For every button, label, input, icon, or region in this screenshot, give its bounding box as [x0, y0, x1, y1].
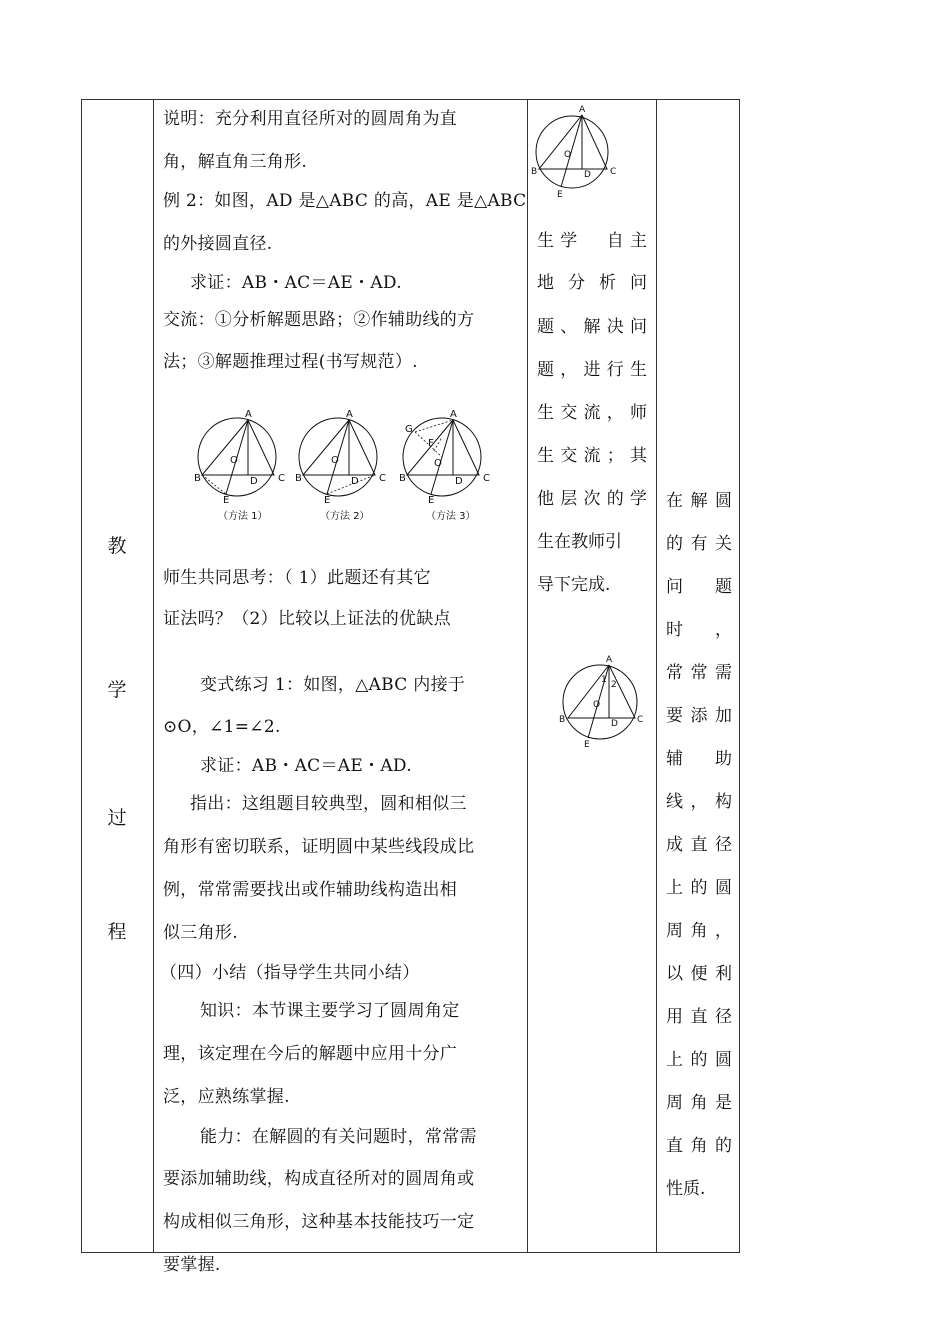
- text-line: 例 2：如图，AD 是△ABC 的高，AE 是△ABC: [163, 191, 527, 211]
- svg-text:E: E: [324, 495, 331, 506]
- text-line: 求证：AB・AC＝AE・AD.: [190, 273, 402, 293]
- text-line: 构成相似三角形，这种基本技能技巧一定: [163, 1212, 475, 1232]
- svg-text:C: C: [637, 715, 644, 725]
- text-line: 上的圆: [666, 1050, 732, 1070]
- text-line: 知识：本节课主要学习了圆周角定: [200, 1001, 460, 1021]
- text-line: 问 题: [666, 577, 732, 597]
- svg-text:（方法 1）: （方法 1）: [218, 511, 268, 522]
- svg-text:C: C: [278, 473, 285, 484]
- text-line: 要添加: [666, 706, 732, 726]
- svg-text:A: A: [606, 655, 613, 665]
- svg-text:B: B: [531, 167, 538, 177]
- svg-text:F: F: [428, 438, 434, 449]
- text-line: 证法吗？（2）比较以上证法的优缺点: [163, 609, 451, 629]
- svg-text:E: E: [557, 190, 563, 200]
- svg-text:O: O: [564, 150, 572, 160]
- text-line: 求证：AB・AC＝AE・AD.: [200, 756, 412, 776]
- section-label-column: [81, 99, 153, 1253]
- text-line: 的有关: [666, 534, 732, 554]
- text-line: 指出：这组题目较典型，圆和相似三: [190, 794, 467, 814]
- text-line: 要掌握.: [163, 1255, 221, 1275]
- svg-text:C: C: [483, 473, 490, 484]
- figure-method-3: [399, 409, 490, 522]
- text-line: （四）小结（指导学生共同小结）: [160, 963, 420, 983]
- text-line: 上的圆: [666, 878, 732, 898]
- svg-text:E: E: [428, 495, 435, 506]
- column-divider: [527, 99, 528, 1253]
- svg-text:O: O: [593, 700, 601, 710]
- svg-text:A: A: [346, 409, 353, 420]
- svg-text:A: A: [450, 409, 457, 420]
- text-line: 的外接圆直径.: [163, 234, 273, 254]
- figure-method-1: [194, 409, 285, 522]
- column-divider: [153, 99, 154, 1253]
- method-figures: [190, 404, 510, 526]
- text-line: 说明：充分利用直径所对的圆周角为直: [163, 109, 458, 129]
- text-line: 时 ，: [666, 620, 732, 640]
- text-line: 例，常常需要找出或作辅助线构造出相: [163, 880, 458, 900]
- svg-text:D: D: [584, 170, 591, 180]
- column-divider: [656, 99, 657, 1253]
- text-line: 交流：①分析解题思路；②作辅助线的方: [163, 310, 475, 330]
- text-line: 性质.: [666, 1179, 706, 1199]
- svg-text:G: G: [405, 424, 413, 435]
- section-label-char: 学: [107, 679, 127, 701]
- text-line: 导下完成.: [537, 575, 611, 595]
- text-line: 角，解直角三角形.: [163, 152, 308, 172]
- text-line: 似三角形.: [163, 923, 238, 943]
- text-line: 用直径: [666, 1007, 732, 1027]
- svg-text:E: E: [584, 740, 590, 750]
- text-line: 题，进行生: [537, 360, 647, 380]
- svg-text:（方法 2）: （方法 2）: [320, 511, 370, 522]
- text-line: 师生共同思考：（ 1）此题还有其它: [163, 568, 431, 588]
- text-line: 法；③解题推理过程(书写规范）.: [163, 352, 418, 372]
- section-label-char: 程: [107, 921, 127, 943]
- text-line: 泛，应熟练掌握.: [163, 1087, 290, 1107]
- text-line: 地分析问: [537, 273, 647, 293]
- svg-text:D: D: [351, 476, 359, 487]
- text-line: 理，该定理在今后的解题中应用十分广: [163, 1044, 458, 1064]
- text-line: ⊙O，∠1=∠2.: [163, 717, 281, 737]
- text-line: 周角是: [666, 1093, 732, 1113]
- figure-method-2: [295, 409, 386, 522]
- svg-text:C: C: [610, 167, 617, 177]
- svg-text:D: D: [250, 476, 258, 487]
- section-label-char: 过: [107, 807, 127, 829]
- svg-text:B: B: [194, 473, 201, 484]
- svg-text:O: O: [230, 455, 238, 466]
- svg-text:C: C: [379, 473, 386, 484]
- svg-text:D: D: [611, 719, 618, 729]
- svg-text:（方法 3）: （方法 3）: [426, 511, 476, 522]
- text-line: 直角的: [666, 1136, 732, 1156]
- figure-example-2: [529, 102, 619, 202]
- text-line: 以便利: [666, 964, 732, 984]
- svg-text:B: B: [295, 473, 302, 484]
- svg-text:A: A: [579, 105, 586, 115]
- text-line: 能力：在解圆的有关问题时，常常需: [200, 1127, 477, 1147]
- text-line: 在解圆: [666, 491, 732, 511]
- text-line: 线，构: [666, 792, 732, 812]
- text-line: 生交流；其: [537, 446, 647, 466]
- text-line: 生在教师引: [537, 532, 622, 552]
- svg-text:O: O: [434, 458, 442, 469]
- svg-text:2: 2: [611, 680, 617, 690]
- text-line: 生交流，师: [537, 403, 647, 423]
- svg-text:B: B: [559, 715, 566, 725]
- text-line: 要添加辅助线，构成直径所对的圆周角或: [163, 1169, 475, 1189]
- text-line: 题、解决问: [537, 317, 647, 337]
- text-line: 角形有密切联系，证明圆中某些线段成比: [163, 837, 475, 857]
- section-label-char: 教: [107, 535, 127, 557]
- text-line: 成直径: [666, 835, 732, 855]
- text-line: 变式练习 1：如图，△ABC 内接于: [200, 675, 466, 695]
- text-line: 辅 助: [666, 749, 732, 769]
- text-line: 常常需: [666, 663, 732, 683]
- text-line: 生学 自主: [537, 231, 647, 251]
- svg-text:B: B: [399, 473, 406, 484]
- svg-text:A: A: [245, 409, 252, 420]
- svg-text:E: E: [223, 495, 230, 506]
- text-line: 周角，: [666, 921, 732, 941]
- svg-text:1: 1: [601, 675, 607, 685]
- svg-text:D: D: [455, 476, 463, 487]
- text-line: 他层次的学: [537, 489, 647, 509]
- svg-text:O: O: [331, 455, 339, 466]
- figure-variant-1: [556, 652, 646, 752]
